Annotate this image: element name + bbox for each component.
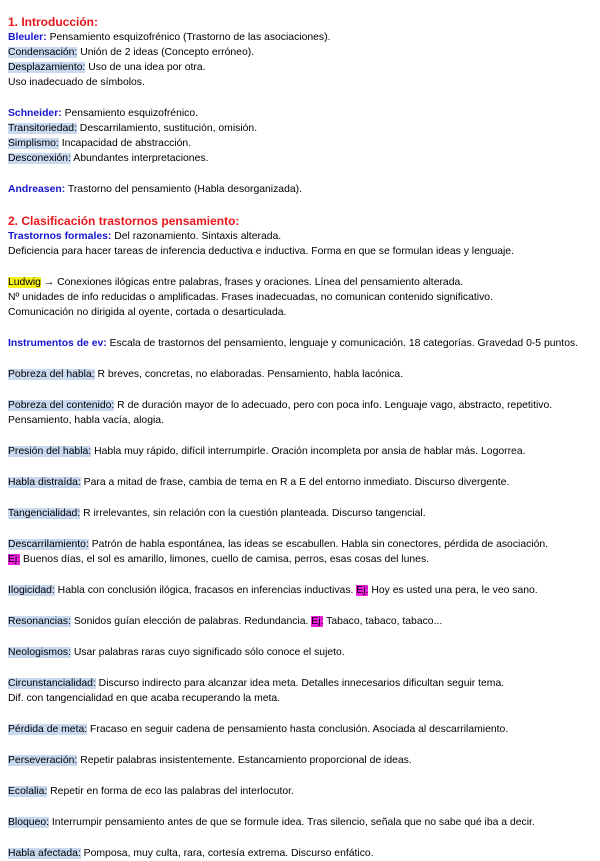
bloqueo-label: Bloqueo: [8,817,50,828]
circunstancialidad-line-2: Dif. con tangencialidad en que acaba recuperando la meta. [8,693,281,704]
distraida-label: Habla distraída: [8,477,81,488]
bleuler-label: Bleuler: [8,32,47,43]
ludwig-text: → Conexiones ilógicas entre palabras, frases y oraciones. Línea del pensamiento alterada. [40,277,464,288]
circunstancialidad-entry [8,676,594,691]
andreasen-text: Trastorno del pensamiento (Habla desorganizada). [65,184,302,195]
desconexion-text: Abundantes interpretaciones. [70,153,209,164]
pobreza-habla-label: Pobreza del habla: [8,369,95,380]
perdida-meta-label: Pérdida de meta: [8,724,88,735]
simplismo-text: Incapacidad de abstracción. [58,138,192,149]
perseveracion-text: Repetir palabras insistentemente. Estancamiento proporcional de ideas. [77,755,412,766]
formales-entry [8,229,594,244]
formales-text: Del razonamiento. Sintaxis alterada. [111,231,282,242]
ludwig-label: Ludwig [8,277,41,288]
resonancias-ej-label: Ej: [311,616,324,627]
neologismos-text: Usar palabras raras cuyo significado sólo conoce el sujeto. [70,647,345,658]
ilogicidad-label: Ilogicidad: [8,585,55,596]
perdida-meta-text: Fracaso en seguir cadena de pensamiento hasta conclusión. Asociada al descarrilamiento. [87,724,509,735]
section-1-title: 1. Introducción: [8,15,98,29]
afectada-label: Habla afectada: [8,848,81,859]
descarrilamiento-example [8,552,594,567]
ecolalia-label: Ecolalia: [8,786,48,797]
pobreza-contenido-entry [8,398,594,413]
ludwig-entry [8,275,594,290]
simplismo-label: Simplismo: [8,138,59,149]
pobreza-habla-text: R breves, concretas, no elaboradas. Pensamiento, habla lacónica. [94,369,404,380]
transitoriedad-label: Transitoriedad: [8,123,77,134]
comunicacion-line: Comunicación no dirigida al oyente, cortada o desarticulada. [8,307,287,318]
schneider-label: Schneider: [8,108,62,119]
perdida-meta-entry [8,722,594,737]
transitoriedad-text: Descarrilamiento, sustitución, omisión. [76,123,258,134]
descarrilamiento-label: Descarrilamiento: [8,539,89,550]
presion-label: Presión del habla: [8,446,92,457]
pobreza-contenido-text: R de duración mayor de lo adecuado, pero con poca info. Lenguaje vago, abstracto, repetitivo. [114,400,553,411]
afectada-entry [8,846,594,861]
pobreza-contenido-label: Pobreza del contenido: [8,400,115,411]
circunstancialidad-label: Circunstancialidad: [8,678,96,689]
andreasen-label: Andreasen: [8,184,66,195]
desplazamiento-text: Uso de una idea por otra. [85,62,206,73]
bloqueo-text: Interrumpir pensamiento antes de que se formule idea. Tras silencio, señala que no sabe qué iba a decir. [49,817,535,828]
ecolalia-text: Repetir en forma de eco las palabras del interlocutor. [47,786,294,797]
descarrilamiento-entry [8,537,594,552]
instrumentos-text: Escala de trastornos del pensamiento, lenguaje y comunicación. 18 categorías. Gravedad 0-5 puntos. [106,338,579,349]
desplazamiento-label: Desplazamiento: [8,62,86,73]
instrumentos-label: Instrumentos de ev: [8,338,107,349]
perseveracion-entry [8,753,594,768]
ilogicidad-entry [8,583,594,598]
resonancias-ej-text: Tabaco, tabaco, tabaco... [323,616,443,627]
presion-text: Habla muy rápido, difícil interrumpirle. Oración incompleta por ansia de hablar más. Logorrea. [91,446,526,457]
document-page [8,14,594,861]
desconexion-label: Desconexión: [8,153,71,164]
unidades-line: Nº unidades de info reducidas o amplificadas. Frases inadecuadas, no comunican contenido significativo. [8,292,493,303]
schneider-entry [8,106,594,121]
deficiencia-line: Deficiencia para hacer tareas de inferencia deductiva e inductiva. Forma en que se formulan ideas y lenguaje. [8,246,514,257]
resonancias-label: Resonancias: [8,616,71,627]
distraida-entry [8,475,594,490]
ilogicidad-text: Habla con conclusión ilógica, fracasos en inferencias inductivas. [54,585,357,596]
bloqueo-entry [8,815,594,830]
simbolos-line: Uso inadecuado de símbolos. [8,77,145,88]
instrumentos-entry [8,336,594,351]
descarrilamiento-ej-text: Buenos días, el sol es amarillo, limones, cuello de camisa, perros, esas cosas del lunes. [20,554,430,565]
neologismos-entry [8,645,594,660]
perseveracion-label: Perseveración: [8,755,78,766]
section-2-title: 2. Clasificación trastornos pensamiento: [8,214,240,228]
desconexion-entry [8,151,594,166]
pobreza-habla-entry [8,367,594,382]
bleuler-text: Pensamiento esquizofrénico (Trastorno de las asociaciones). [46,32,331,43]
andreasen-entry [8,182,594,197]
ecolalia-entry [8,784,594,799]
schneider-text: Pensamiento esquizofrénico. [61,108,199,119]
tangencialidad-entry [8,506,594,521]
resonancias-text: Sonidos guían elección de palabras. Redundancia. [70,616,312,627]
condensacion-entry [8,45,594,60]
transitoriedad-entry [8,121,594,136]
formales-label: Trastornos formales: [8,231,112,242]
afectada-text: Pomposa, muy culta, rara, cortesía extrema. Discurso enfático. [80,848,374,859]
condensacion-text: Unión de 2 ideas (Concepto erróneo). [77,47,255,58]
circunstancialidad-text: Discurso indirecto para alcanzar idea meta. Detalles innecesarios dificultan seguir tema. [95,678,505,689]
presion-entry [8,444,594,459]
tangencialidad-label: Tangencialidad: [8,508,81,519]
descarrilamiento-text: Patrón de habla espontánea, las ideas se escabullen. Habla sin conectores, pérdida de asociación. [88,539,549,550]
neologismos-label: Neologismos: [8,647,71,658]
ilogicidad-ej-text: Hoy es usted una pera, le veo sano. [368,585,538,596]
ilogicidad-ej-label: Ej: [356,585,369,596]
pobreza-contenido-line-2: Pensamiento, habla vacía, alogia. [8,415,164,426]
simplismo-entry [8,136,594,151]
desplazamiento-entry [8,60,594,75]
descarrilamiento-ej-label: Ej: [8,554,21,565]
tangencialidad-text: R irrelevantes, sin relación con la cuestión planteada. Discurso tangencial. [80,508,426,519]
distraida-text: Para a mitad de frase, cambia de tema en R a E del entorno inmediato. Discurso divergente. [80,477,510,488]
condensacion-label: Condensación: [8,47,78,58]
resonancias-entry [8,614,594,629]
bleuler-entry [8,30,594,45]
